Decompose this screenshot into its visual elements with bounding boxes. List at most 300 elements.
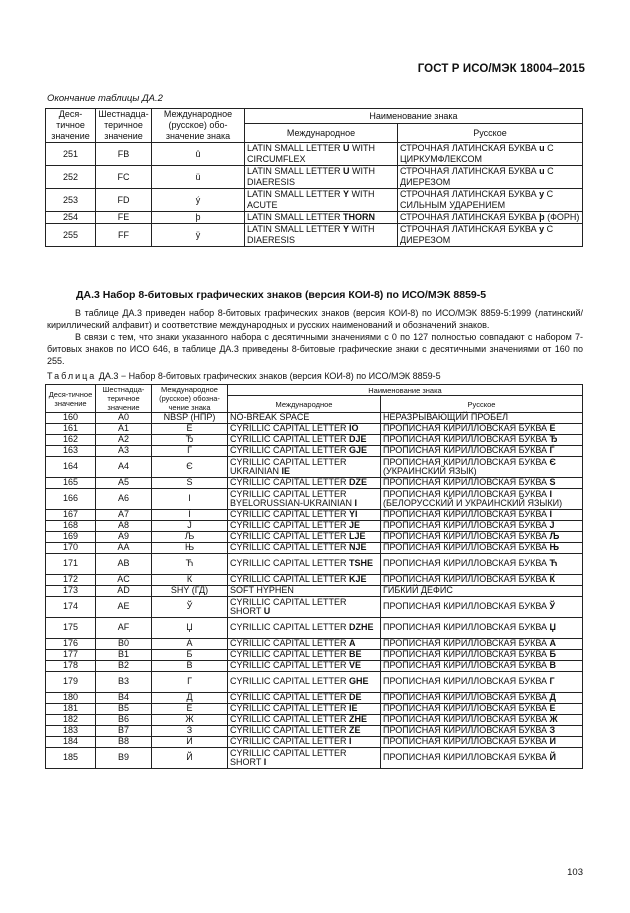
decimal-cell: 177 <box>46 650 96 661</box>
header-hex: Шестнадца-теричное значение <box>96 109 152 143</box>
russian-name-part: ПРОПИСНАЯ КИРИЛЛОВСКАЯ БУКВА <box>383 488 550 499</box>
sign-cell: Г <box>152 672 228 693</box>
page-number: 103 <box>567 867 583 878</box>
international-name-cell <box>228 661 381 672</box>
international-name-part: LATIN SMALL LETTER <box>247 166 344 176</box>
decimal-cell: 165 <box>46 478 96 489</box>
sign-cell: Љ <box>152 532 228 543</box>
table-row <box>46 212 583 224</box>
sign-cell: ý <box>152 189 245 212</box>
caption-prefix: Таблица <box>47 371 97 381</box>
russian-name-part: Є <box>549 456 556 467</box>
sign-cell: Є <box>152 457 228 478</box>
russian-name-part: ПРОПИСНАЯ КИРИЛЛОВСКАЯ БУКВА <box>383 434 550 445</box>
russian-name-part: S <box>549 477 556 488</box>
sign-cell: Й <box>152 748 228 769</box>
russian-name-part: ПРОПИСНАЯ КИРИЛЛОВСКАЯ БУКВА <box>383 660 550 671</box>
international-name-part: CYRILLIC CAPITAL LETTER <box>230 714 350 725</box>
russian-name-part: І <box>549 488 553 499</box>
russian-name-part: Е <box>549 703 556 714</box>
international-name-part: I <box>354 498 358 508</box>
international-name-part: TSHE <box>349 558 374 569</box>
table-row <box>46 521 583 532</box>
russian-name-part: С ДИЕРЕЗОМ <box>400 224 554 245</box>
russian-name-part: Ж <box>549 714 558 725</box>
hex-cell: AD <box>96 586 152 597</box>
section-text <box>47 307 583 367</box>
sign-cell: Д <box>152 693 228 704</box>
table-row <box>46 413 583 424</box>
russian-name-part: ПРОПИСНАЯ КИРИЛЛОВСКАЯ БУКВА <box>383 477 550 488</box>
russian-name-part: ПРОПИСНАЯ КИРИЛЛОВСКАЯ БУКВА <box>383 736 550 747</box>
table-row <box>46 597 583 618</box>
international-name-cell <box>245 224 398 247</box>
russian-name-part: (ФОРН) <box>544 212 580 222</box>
russian-name-part: (БЕЛОРУССКИЙ И УКРАИНСКИЙ ЯЗЫКИ) <box>383 498 563 508</box>
international-name-part: DE <box>349 692 362 703</box>
sign-cell: З <box>152 726 228 737</box>
sign-cell: Њ <box>152 543 228 554</box>
russian-name-cell <box>398 143 583 166</box>
international-name-part: CYRILLIC CAPITAL LETTER <box>230 477 350 488</box>
sign-cell: Ж <box>152 715 228 726</box>
international-name-cell <box>245 143 398 166</box>
international-name-cell <box>228 650 381 661</box>
international-name-cell <box>228 693 381 704</box>
table-row <box>46 446 583 457</box>
international-name-cell <box>228 715 381 726</box>
hex-cell: AB <box>96 554 152 575</box>
hex-cell: A2 <box>96 435 152 446</box>
international-name-part: VE <box>349 660 362 671</box>
international-name-part: ZHE <box>349 714 368 725</box>
international-name-cell <box>228 554 381 575</box>
russian-name-part: ПРОПИСНАЯ КИРИЛЛОВСКАЯ БУКВА <box>383 622 550 633</box>
international-name-cell <box>228 478 381 489</box>
table-row <box>46 618 583 639</box>
russian-name-cell <box>381 586 583 597</box>
international-name-part: LATIN SMALL LETTER <box>247 143 344 153</box>
decimal-cell: 180 <box>46 693 96 704</box>
russian-name-cell <box>381 672 583 693</box>
international-name-part: CYRILLIC CAPITAL LETTER <box>230 725 350 736</box>
hex-cell: A8 <box>96 521 152 532</box>
decimal-cell: 161 <box>46 424 96 435</box>
header-sign: Международное (русское) обо-значение знака <box>152 109 245 143</box>
russian-name-part: С ЦИРКУМФЛЕКСОМ <box>400 143 554 164</box>
international-name-part: LATIN SMALL LETTER <box>247 189 344 199</box>
international-name-part: GJE <box>349 445 368 456</box>
decimal-cell: 251 <box>46 143 96 166</box>
russian-name-part: Ў <box>549 601 556 612</box>
russian-name-part: Д <box>549 692 556 703</box>
sign-cell: Ћ <box>152 554 228 575</box>
sign-cell: þ <box>152 212 245 224</box>
international-name-cell <box>228 726 381 737</box>
sign-cell: Џ <box>152 618 228 639</box>
decimal-cell: 170 <box>46 543 96 554</box>
international-name-cell <box>228 704 381 715</box>
russian-name-part: И <box>549 736 556 747</box>
international-name-cell <box>228 639 381 650</box>
table-row <box>46 748 583 769</box>
table-row <box>46 726 583 737</box>
russian-name-part: y <box>539 189 545 199</box>
russian-name-cell <box>381 478 583 489</box>
hex-cell: AA <box>96 543 152 554</box>
table-row <box>46 554 583 575</box>
russian-name-part: Ќ <box>549 574 556 585</box>
header-sign: Международное (русское) обозна-чение знака <box>152 385 228 413</box>
hex-cell: A9 <box>96 532 152 543</box>
international-name-part: THORN <box>343 212 376 222</box>
international-name-cell <box>228 457 381 478</box>
decimal-cell: 164 <box>46 457 96 478</box>
international-name-part: IO <box>349 423 359 434</box>
international-name-part: DJE <box>349 434 367 445</box>
russian-name-part: J <box>549 520 555 531</box>
international-name-cell <box>245 166 398 189</box>
sign-cell: J <box>152 521 228 532</box>
international-name-part: NJE <box>349 542 367 553</box>
russian-name-cell <box>398 189 583 212</box>
international-name-part: YI <box>349 509 358 520</box>
sign-cell: Ў <box>152 597 228 618</box>
hex-cell: AF <box>96 618 152 639</box>
international-name-part: BE <box>349 649 362 660</box>
russian-name-part: ПРОПИСНАЯ КИРИЛЛОВСКАЯ БУКВА <box>383 703 550 714</box>
decimal-cell: 166 <box>46 489 96 510</box>
russian-name-cell <box>381 575 583 586</box>
international-name-cell <box>228 748 381 769</box>
international-name-part: NO-BREAK SPACE <box>230 412 310 423</box>
russian-name-part: u <box>539 143 545 153</box>
international-name-part: CYRILLIC CAPITAL LETTER <box>230 736 350 747</box>
table-row <box>46 532 583 543</box>
hex-cell: B3 <box>96 672 152 693</box>
russian-name-part: ПРОПИСНАЯ КИРИЛЛОВСКАЯ БУКВА <box>383 676 550 687</box>
table-row <box>46 435 583 446</box>
russian-name-cell <box>381 597 583 618</box>
russian-name-part: Ђ <box>549 434 558 445</box>
russian-name-part: В <box>549 660 557 671</box>
russian-name-cell <box>381 737 583 748</box>
table-row <box>46 575 583 586</box>
international-name-part: LJE <box>349 531 366 542</box>
international-name-part: U <box>343 166 350 176</box>
russian-name-part: ПРОПИСНАЯ КИРИЛЛОВСКАЯ БУКВА <box>383 714 550 725</box>
hex-cell: A4 <box>96 457 152 478</box>
international-name-part: CYRILLIC CAPITAL LETTER BYELORUSSIAN-UKRAINIAN <box>230 488 355 508</box>
table-row <box>46 478 583 489</box>
table-row <box>46 672 583 693</box>
decimal-cell: 183 <box>46 726 96 737</box>
russian-name-cell <box>381 650 583 661</box>
hex-cell: AC <box>96 575 152 586</box>
decimal-cell: 182 <box>46 715 96 726</box>
hex-cell: B0 <box>96 639 152 650</box>
russian-name-part: ПРОПИСНАЯ КИРИЛЛОВСКАЯ БУКВА <box>383 558 550 569</box>
russian-name-part: НЕРАЗРЫВАЮЩИЙ ПРОБЕЛ <box>383 412 508 423</box>
russian-name-part: Й <box>549 752 556 763</box>
russian-name-part: (УКРАИНСКИЙ ЯЗЫК) <box>383 466 477 476</box>
russian-name-part: ПРОПИСНАЯ КИРИЛЛОВСКАЯ БУКВА <box>383 574 550 585</box>
header-hex: Шестнадца-теричное значение <box>96 385 152 413</box>
hex-cell: B8 <box>96 737 152 748</box>
international-name-part: CYRILLIC CAPITAL LETTER <box>230 531 350 542</box>
table-row <box>46 166 583 189</box>
russian-name-part: Ї <box>549 509 553 520</box>
hex-cell: A0 <box>96 413 152 424</box>
international-name-part: WITH ACUTE <box>247 189 375 210</box>
russian-name-cell <box>381 639 583 650</box>
decimal-cell: 162 <box>46 435 96 446</box>
hex-cell: A7 <box>96 510 152 521</box>
international-name-cell <box>228 424 381 435</box>
hex-cell: B2 <box>96 661 152 672</box>
international-name-part: Y <box>343 189 350 199</box>
table-row <box>46 693 583 704</box>
international-name-part: JE <box>349 520 361 531</box>
russian-name-part: Љ <box>549 531 560 542</box>
decimal-cell: 173 <box>46 586 96 597</box>
decimal-cell: 163 <box>46 446 96 457</box>
table-row <box>46 650 583 661</box>
russian-name-cell <box>381 554 583 575</box>
russian-name-part: ПРОПИСНАЯ КИРИЛЛОВСКАЯ БУКВА <box>383 638 550 649</box>
decimal-cell: 178 <box>46 661 96 672</box>
decimal-cell: 167 <box>46 510 96 521</box>
russian-name-cell <box>381 424 583 435</box>
table1-caption: Окончание таблицы ДА.2 <box>47 93 163 104</box>
russian-name-cell <box>381 435 583 446</box>
decimal-cell: 176 <box>46 639 96 650</box>
international-name-part: CYRILLIC CAPITAL LETTER <box>230 509 350 520</box>
hex-cell: FF <box>96 224 152 247</box>
russian-name-cell <box>381 693 583 704</box>
decimal-cell: 254 <box>46 212 96 224</box>
international-name-part: LATIN SMALL LETTER <box>247 224 344 234</box>
decimal-cell: 174 <box>46 597 96 618</box>
russian-name-part: С ДИЕРЕЗОМ <box>400 166 554 187</box>
international-name-part: CYRILLIC CAPITAL LETTER <box>230 445 350 456</box>
international-name-part: CYRILLIC CAPITAL LETTER <box>230 649 350 660</box>
paragraph: В таблице ДА.3 приведен набор 8-битовых графических знаков (версия КОИ-8) по ИСО/МЭК 8859-5:1999 (латинский/кириллический алфавит) и соответствие международных и русских наименований и обозначений знаков. <box>47 308 583 330</box>
international-name-part: LATIN SMALL LETTER <box>247 212 344 222</box>
russian-name-cell <box>381 715 583 726</box>
russian-name-part: y <box>539 224 545 234</box>
international-name-part: U <box>343 143 350 153</box>
sign-cell: А <box>152 639 228 650</box>
international-name-part: SOFT HYPHEN <box>230 585 294 596</box>
table-row <box>46 715 583 726</box>
international-name-cell <box>228 597 381 618</box>
russian-name-part: ПРОПИСНАЯ КИРИЛЛОВСКАЯ БУКВА <box>383 692 550 703</box>
russian-name-cell <box>381 543 583 554</box>
international-name-cell <box>228 413 381 424</box>
russian-name-part: ПРОПИСНАЯ КИРИЛЛОВСКАЯ БУКВА <box>383 649 550 660</box>
russian-name-part: þ <box>539 212 545 222</box>
sign-cell: В <box>152 661 228 672</box>
table-row <box>46 543 583 554</box>
russian-name-part: ПРОПИСНАЯ КИРИЛЛОВСКАЯ БУКВА <box>383 509 550 520</box>
table-row <box>46 489 583 510</box>
hex-cell: FE <box>96 212 152 224</box>
decimal-cell: 160 <box>46 413 96 424</box>
table-row <box>46 586 583 597</box>
russian-name-cell <box>381 457 583 478</box>
international-name-part: DZHE <box>349 622 374 633</box>
russian-name-part: ПРОПИСНАЯ КИРИЛЛОВСКАЯ БУКВА <box>383 520 550 531</box>
international-name-part: IE <box>349 703 358 714</box>
international-name-part: WITH CIRCUMFLEX <box>247 143 376 164</box>
decimal-cell: 179 <box>46 672 96 693</box>
international-name-part: CYRILLIC CAPITAL LETTER <box>230 638 350 649</box>
sign-cell: Ё <box>152 424 228 435</box>
russian-name-cell <box>381 661 583 672</box>
header-russian: Русское <box>381 396 583 413</box>
sign-cell: û <box>152 143 245 166</box>
sign-cell: ÿ <box>152 224 245 247</box>
header-international: Международное <box>228 396 381 413</box>
international-name-part: GHE <box>349 676 369 687</box>
russian-name-part: Г <box>549 676 555 687</box>
international-name-part: CYRILLIC CAPITAL LETTER <box>230 622 350 633</box>
russian-name-part: Б <box>549 649 556 660</box>
sign-cell: Ѓ <box>152 446 228 457</box>
international-name-part: I <box>349 736 352 747</box>
russian-name-part: u <box>539 166 545 176</box>
international-name-part: ZE <box>349 725 361 736</box>
international-name-cell <box>228 575 381 586</box>
hex-cell: B6 <box>96 715 152 726</box>
international-name-part: CYRILLIC CAPITAL LETTER <box>230 676 350 687</box>
russian-name-part: Ё <box>549 423 556 434</box>
header-name-group: Наименование знака <box>245 109 583 124</box>
table-row <box>46 510 583 521</box>
table-row <box>46 639 583 650</box>
hex-cell: FD <box>96 189 152 212</box>
section-title: ДА.3 Набор 8-битовых графических знаков (версия КОИ-8) по ИСО/МЭК 8859-5 <box>76 289 487 301</box>
international-name-part: U <box>263 606 271 616</box>
international-name-cell <box>228 435 381 446</box>
international-name-cell <box>228 532 381 543</box>
russian-name-cell <box>381 748 583 769</box>
sign-cell: Ѕ <box>152 478 228 489</box>
hex-cell: FC <box>96 166 152 189</box>
international-name-part: KJE <box>349 574 367 585</box>
international-name-part: CYRILLIC CAPITAL LETTER <box>230 558 350 569</box>
russian-name-cell <box>381 489 583 510</box>
russian-name-part: ГИБКИЙ ДЕФИС <box>383 585 453 596</box>
decimal-cell: 255 <box>46 224 96 247</box>
hex-cell: AE <box>96 597 152 618</box>
russian-name-cell <box>398 212 583 224</box>
russian-name-part: ПРОПИСНАЯ КИРИЛЛОВСКАЯ БУКВА <box>383 531 550 542</box>
table-row <box>46 704 583 715</box>
decimal-cell: 175 <box>46 618 96 639</box>
international-name-part: CYRILLIC CAPITAL LETTER <box>230 423 350 434</box>
international-name-part: CYRILLIC CAPITAL LETTER <box>230 692 350 703</box>
international-name-part: WITH DIAERESIS <box>247 166 376 187</box>
decimal-cell: 172 <box>46 575 96 586</box>
russian-name-part: А <box>549 638 557 649</box>
international-name-cell <box>228 672 381 693</box>
sign-cell: Е <box>152 704 228 715</box>
russian-name-cell <box>381 446 583 457</box>
international-name-part: WITH DIAERESIS <box>247 224 375 245</box>
russian-name-part: СТРОЧНАЯ ЛАТИНСКАЯ БУКВА <box>400 224 540 234</box>
international-name-part: DZE <box>349 477 368 488</box>
russian-name-cell <box>381 532 583 543</box>
header-decimal: Деся-тичное значение <box>46 109 96 143</box>
russian-name-cell <box>381 510 583 521</box>
russian-name-cell <box>381 618 583 639</box>
sign-cell: Ќ <box>152 575 228 586</box>
sign-cell: NBSP (НПР) <box>152 413 228 424</box>
international-name-cell <box>228 510 381 521</box>
paragraph: В связи с тем, что знаки указанного набора с десятичными значениями с 0 по 127 полностью совпадают с набором 7-битовых знаков по ИСО 646, в таблице ДА.3 приведены 8-битовые графические знаки с десятичными значениями от 160 по 255. <box>47 332 583 366</box>
decimal-cell: 252 <box>46 166 96 189</box>
international-name-part: CYRILLIC CAPITAL LETTER UKRAINIAN <box>230 456 347 476</box>
russian-name-part: Ѓ <box>549 445 555 456</box>
russian-name-cell <box>381 521 583 532</box>
russian-name-part: ПРОПИСНАЯ КИРИЛЛОВСКАЯ БУКВА <box>383 423 550 434</box>
sign-cell: Ђ <box>152 435 228 446</box>
russian-name-part: ПРОПИСНАЯ КИРИЛЛОВСКАЯ БУКВА <box>383 445 550 456</box>
international-name-cell <box>228 586 381 597</box>
decimal-cell: 171 <box>46 554 96 575</box>
header-name-group: Наименование знака <box>228 385 583 396</box>
sign-cell: ü <box>152 166 245 189</box>
russian-name-cell <box>381 413 583 424</box>
table-row <box>46 737 583 748</box>
hex-cell: B4 <box>96 693 152 704</box>
russian-name-part: Џ <box>549 622 556 633</box>
international-name-part: CYRILLIC CAPITAL LETTER <box>230 542 350 553</box>
russian-name-part: СТРОЧНАЯ ЛАТИНСКАЯ БУКВА <box>400 166 540 176</box>
russian-name-part: СТРОЧНАЯ ЛАТИНСКАЯ БУКВА <box>400 143 540 153</box>
header-decimal: Деся-тичное значение <box>46 385 96 413</box>
russian-name-cell <box>381 704 583 715</box>
russian-name-part: ПРОПИСНАЯ КИРИЛЛОВСКАЯ БУКВА <box>383 601 550 612</box>
hex-cell: B9 <box>96 748 152 769</box>
international-name-cell <box>228 543 381 554</box>
decimal-cell: 184 <box>46 737 96 748</box>
hex-cell: B1 <box>96 650 152 661</box>
international-name-cell <box>245 212 398 224</box>
sign-cell: Ї <box>152 510 228 521</box>
international-name-part: IE <box>281 466 291 476</box>
table-row <box>46 424 583 435</box>
international-name-part: CYRILLIC CAPITAL LETTER SHORT <box>230 596 347 616</box>
table-row <box>46 189 583 212</box>
russian-name-cell <box>381 726 583 737</box>
international-name-cell <box>245 189 398 212</box>
table-row <box>46 224 583 247</box>
russian-name-part: Њ <box>549 542 560 553</box>
sign-cell: Б <box>152 650 228 661</box>
russian-name-part: Ћ <box>549 558 558 569</box>
table-da3 <box>45 384 583 769</box>
document-header: ГОСТ Р ИСО/МЭК 18004–2015 <box>417 63 585 75</box>
international-name-part: CYRILLIC CAPITAL LETTER <box>230 703 350 714</box>
russian-name-part: ПРОПИСНАЯ КИРИЛЛОВСКАЯ БУКВА <box>383 752 550 763</box>
hex-cell: A6 <box>96 489 152 510</box>
international-name-part: CYRILLIC CAPITAL LETTER <box>230 434 350 445</box>
decimal-cell: 181 <box>46 704 96 715</box>
russian-name-part: СТРОЧНАЯ ЛАТИНСКАЯ БУКВА <box>400 189 540 199</box>
